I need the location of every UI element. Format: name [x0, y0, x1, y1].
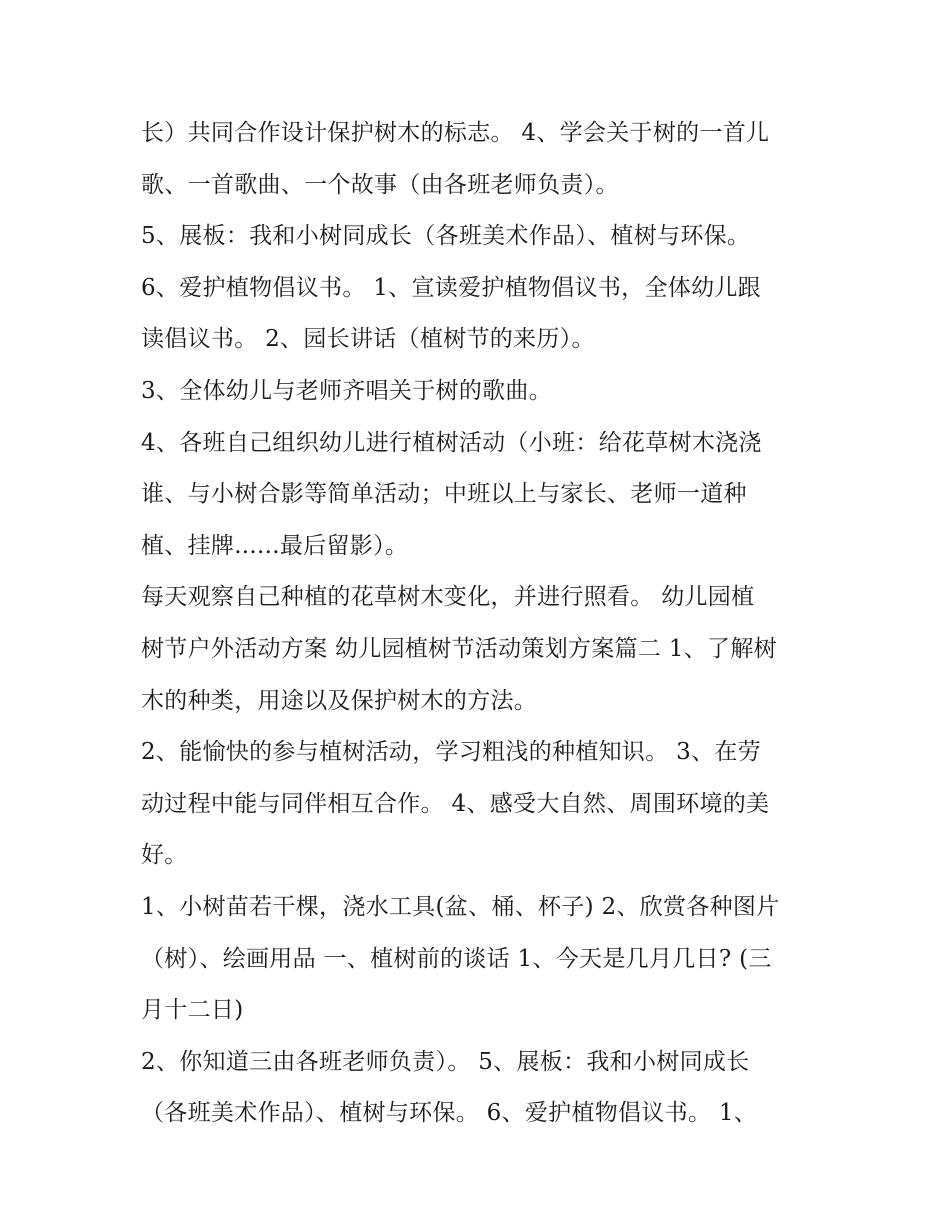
- text-line: （树）、绘画用品 一、植树前的谈话 1、今天是几月几日? (三: [141, 945, 772, 972]
- text-line: 好。: [141, 842, 188, 869]
- text-line: 植、挂牌......最后留影）。: [141, 532, 409, 559]
- text-line: 读倡议书。 2、园长讲话（植树节的来历）。: [141, 326, 595, 353]
- document-body: [141, 108, 841, 1140]
- text-line: 谁、与小树合影等简单活动；中班以上与家长、老师一道种: [141, 481, 747, 508]
- text-line: 月十二日): [141, 997, 244, 1024]
- text-line: 木的种类，用途以及保护树木的方法。: [141, 687, 538, 714]
- text-line: 2、能愉快的参与植树活动，学习粗浅的种植知识。 3、在劳: [141, 739, 761, 766]
- text-line: 3、全体幼儿与老师齐唱关于树的歌曲。: [141, 377, 553, 404]
- text-line: 1、小树苗若干棵，浇水工具(盆、桶、杯子) 2、欣赏各种图片: [141, 893, 780, 920]
- text-line: 树节户外活动方案 幼儿园植树节活动策划方案篇二 1、了解树: [141, 635, 777, 662]
- text-line: 歌、一首歌曲、一个故事（由各班老师负责）。: [141, 171, 619, 198]
- text-line: 4、各班自己组织幼儿进行植树活动（小班：给花草树木浇浇: [141, 429, 762, 456]
- text-line: 每天观察自己种植的花草树木变化，并进行照看。 幼儿园植: [141, 584, 755, 611]
- text-line: 动过程中能与同伴相互合作。 4、感受大自然、周围环境的美: [141, 790, 770, 817]
- text-line: 6、爱护植物倡议书。 1、宣读爱护植物倡议书，全体幼儿跟: [141, 274, 761, 301]
- text-line: 长）共同合作设计保护树木的标志。 4、学会关于树的一首儿: [141, 120, 770, 146]
- text-line: 5、展板：我和小树同成长（各班美术作品）、植树与环保。: [141, 223, 751, 250]
- text-line: （各班美术作品）、植树与环保。 6、爱护植物倡议书。 1、: [141, 1100, 758, 1127]
- text-line: 2、你知道三由各班老师负责）。 5、展板：我和小树同成长: [141, 1048, 750, 1075]
